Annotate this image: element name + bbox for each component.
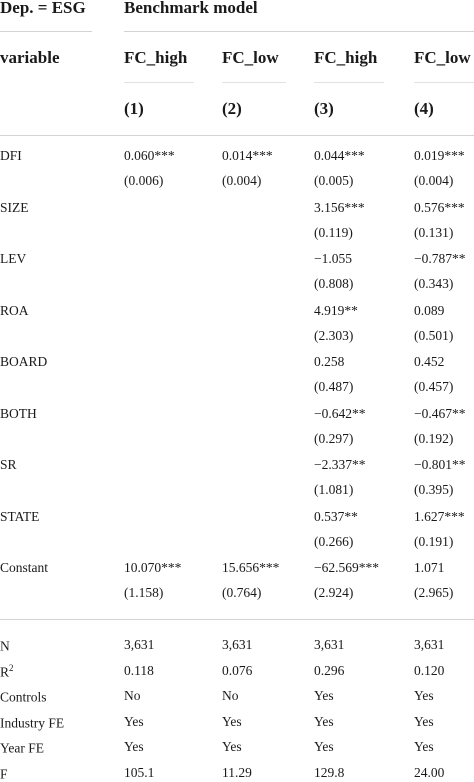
coef-value: 10.070*** — [124, 560, 182, 575]
stat-label — [0, 663, 14, 681]
stat-value: Yes — [414, 739, 434, 754]
col-3-rule — [314, 82, 384, 83]
stat-value: 105.1 — [124, 764, 155, 780]
std-error: (0.457) — [414, 379, 454, 394]
row-label: LEV — [0, 251, 27, 266]
std-error: (0.191) — [414, 533, 454, 549]
body-bottom-rule — [0, 619, 474, 620]
coef-value: −0.642** — [314, 405, 366, 421]
std-error: (0.006) — [124, 173, 164, 188]
stat-value: Yes — [124, 713, 144, 729]
dep-variable-label: Dep. = ESG — [0, 0, 86, 17]
stat-label-text: F — [0, 766, 8, 781]
stat-label — [0, 637, 10, 655]
stat-value: 3,631 — [124, 637, 155, 652]
stat-label-text: Controls — [0, 689, 47, 705]
std-error: (2.965) — [414, 585, 454, 600]
stat-label-text: R — [0, 664, 10, 679]
group-label: Benchmark model — [124, 0, 258, 17]
std-error: (0.487) — [314, 379, 354, 394]
stat-value: No — [124, 688, 141, 703]
stat-label-sup: 2 — [9, 662, 14, 673]
stat-value: 3,631 — [414, 637, 445, 652]
coef-value: −0.787** — [414, 251, 466, 266]
stat-label — [0, 714, 64, 732]
coef-value: 4.919** — [314, 302, 358, 318]
col-4-rule — [414, 82, 474, 83]
std-error: (0.501) — [414, 327, 454, 343]
stat-label — [0, 765, 8, 782]
row-label: ROA — [0, 302, 29, 318]
col-1-rule — [124, 82, 194, 83]
stat-value: Yes — [124, 739, 144, 754]
coef-value: 0.576*** — [414, 199, 465, 215]
coef-value: 0.258 — [314, 354, 345, 369]
std-error: (0.119) — [314, 224, 353, 240]
stat-value: Yes — [222, 713, 242, 729]
col-4-name: FC_low — [414, 48, 471, 67]
stat-value: 0.118 — [124, 662, 154, 678]
coef-value: −1.055 — [314, 251, 352, 266]
stat-value: Yes — [314, 688, 334, 703]
col-2-number: (2) — [222, 99, 242, 118]
std-error: (0.808) — [314, 276, 354, 291]
std-error: (0.297) — [314, 430, 354, 446]
coef-value: −0.801** — [414, 457, 466, 472]
stat-label-text: Industry FE — [0, 715, 65, 730]
coef-value: 0.452 — [414, 354, 445, 369]
std-error: (0.343) — [414, 276, 454, 291]
coef-value: 0.014*** — [222, 148, 273, 163]
row-label: BOTH — [0, 405, 37, 421]
group-rule — [124, 31, 474, 32]
std-error: (0.764) — [222, 585, 262, 600]
row-label: BOARD — [0, 354, 48, 369]
stat-value: 24.00 — [414, 764, 445, 780]
std-error: (0.266) — [314, 533, 354, 549]
coef-value: 15.656*** — [222, 560, 280, 575]
stat-value: 0.120 — [414, 662, 445, 678]
col-1-number: (1) — [124, 99, 144, 118]
stat-value: 11.29 — [222, 764, 252, 780]
coef-value: 3.156*** — [314, 199, 365, 215]
std-error: (1.081) — [314, 482, 354, 497]
row-label: DFI — [0, 148, 22, 163]
std-error: (0.131) — [414, 224, 454, 240]
header-rule — [0, 31, 92, 32]
stat-value: 3,631 — [222, 637, 253, 652]
col-2-name: FC_low — [222, 48, 279, 67]
coef-value: 0.060*** — [124, 148, 175, 163]
row-label: Constant — [0, 560, 49, 575]
coef-value: 1.627*** — [414, 508, 465, 524]
stat-label — [0, 688, 47, 706]
stat-value: 0.296 — [314, 662, 345, 678]
stat-value: Yes — [314, 713, 334, 729]
std-error: (0.192) — [414, 430, 454, 446]
variable-header: variable — [0, 48, 60, 67]
std-error: (2.303) — [314, 327, 354, 343]
stat-label — [0, 739, 44, 757]
stat-value: Yes — [414, 713, 434, 729]
stat-value: Yes — [414, 688, 434, 703]
stat-label-text: Year FE — [0, 740, 45, 756]
col-3-name: FC_high — [314, 48, 378, 67]
coef-value: −2.337** — [314, 457, 366, 472]
std-error: (0.004) — [414, 173, 454, 188]
coef-value: 0.019*** — [414, 148, 465, 163]
std-error: (0.005) — [314, 173, 354, 188]
stat-value: 129.8 — [314, 764, 345, 780]
col-1-name: FC_high — [124, 48, 188, 67]
col-4-number: (4) — [414, 99, 434, 118]
row-label: STATE — [0, 508, 40, 524]
coef-value: 0.537** — [314, 508, 358, 524]
stat-label-text: N — [0, 638, 10, 654]
col-3-number: (3) — [314, 99, 334, 118]
row-label: SR — [0, 457, 17, 472]
row-label: SIZE — [0, 199, 29, 215]
header-bottom-rule — [0, 135, 474, 136]
stat-value: No — [222, 688, 239, 703]
std-error: (2.924) — [314, 585, 354, 600]
coef-value: −62.569*** — [314, 560, 379, 575]
stat-value: 0.076 — [222, 662, 253, 678]
std-error: (0.004) — [222, 173, 262, 188]
std-error: (1.158) — [124, 585, 164, 600]
coef-value: 0.089 — [414, 302, 445, 318]
stat-value: Yes — [314, 739, 334, 754]
coef-value: −0.467** — [414, 405, 466, 421]
std-error: (0.395) — [414, 482, 454, 497]
coef-value: 0.044*** — [314, 148, 365, 163]
stat-value: 3,631 — [314, 637, 345, 652]
coef-value: 1.071 — [414, 560, 445, 575]
col-2-rule — [222, 82, 286, 83]
stat-value: Yes — [222, 739, 242, 754]
